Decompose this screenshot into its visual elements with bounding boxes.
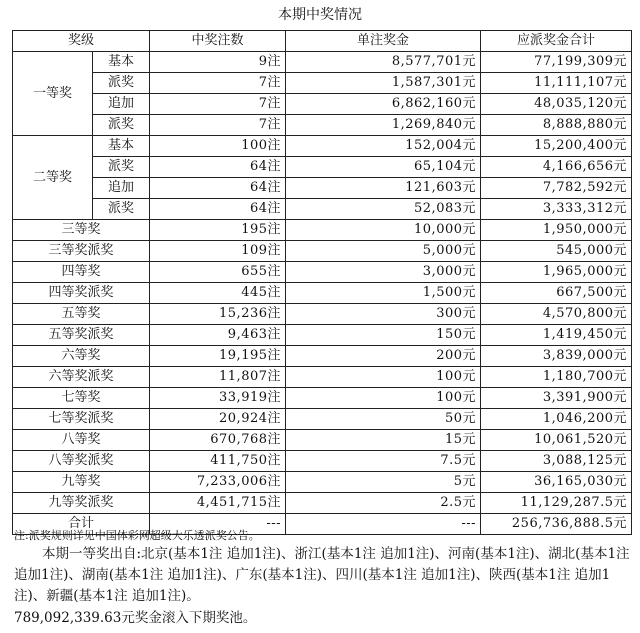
level-cell: 八等奖 bbox=[13, 430, 150, 451]
sub-level-cell: 派奖 bbox=[93, 73, 150, 94]
count-cell: 670,768注 bbox=[150, 430, 286, 451]
unit-cell: 5元 bbox=[286, 472, 481, 493]
unit-cell: 1,587,301元 bbox=[286, 73, 481, 94]
unit-cell: 10,000元 bbox=[286, 220, 481, 241]
table-row bbox=[13, 283, 632, 304]
level-cell: 六等奖 bbox=[13, 346, 150, 367]
unit-cell: 8,577,701元 bbox=[286, 52, 481, 73]
sub-level-cell: 基本 bbox=[93, 136, 150, 157]
total-cell: 4,166,656元 bbox=[481, 157, 632, 178]
unit-cell: 3,000元 bbox=[286, 262, 481, 283]
total-cell: 3,839,000元 bbox=[481, 346, 632, 367]
total-cell: 1,965,000元 bbox=[481, 262, 632, 283]
count-cell: 195注 bbox=[150, 220, 286, 241]
table-row bbox=[13, 493, 632, 514]
level-cell: 三等奖 bbox=[13, 220, 150, 241]
table-row bbox=[13, 178, 632, 199]
total-cell: 4,570,800元 bbox=[481, 304, 632, 325]
level-cell: 九等奖派奖 bbox=[13, 493, 150, 514]
table-row bbox=[13, 451, 632, 472]
sub-level-cell: 追加 bbox=[93, 178, 150, 199]
total-cell: 3,391,900元 bbox=[481, 388, 632, 409]
total-cell: 11,129,287.5元 bbox=[481, 493, 632, 514]
prize-table bbox=[12, 30, 632, 535]
header-total: 应派奖金合计 bbox=[481, 31, 632, 52]
header-count: 中奖注数 bbox=[150, 31, 286, 52]
total-cell: 1,419,450元 bbox=[481, 325, 632, 346]
sub-level-cell: 派奖 bbox=[93, 157, 150, 178]
level-cell: 八等奖派奖 bbox=[13, 451, 150, 472]
unit-cell: 150元 bbox=[286, 325, 481, 346]
count-cell: 655注 bbox=[150, 262, 286, 283]
count-cell: 19,195注 bbox=[150, 346, 286, 367]
count-cell: 411,750注 bbox=[150, 451, 286, 472]
count-cell: 4,451,715注 bbox=[150, 493, 286, 514]
footnote: 注:派奖规则详见中国体彩网超级大乐透派奖公告。 bbox=[14, 529, 260, 542]
grand-total-cell: 256,736,888.5元 bbox=[481, 514, 632, 535]
count-cell: 109注 bbox=[150, 241, 286, 262]
count-cell: 64注 bbox=[150, 199, 286, 220]
unit-cell: 121,603元 bbox=[286, 178, 481, 199]
table-row bbox=[13, 304, 632, 325]
sub-level-cell: 派奖 bbox=[93, 199, 150, 220]
table-row bbox=[13, 94, 632, 115]
count-cell: 7,233,006注 bbox=[150, 472, 286, 493]
total-cell: 1,180,700元 bbox=[481, 367, 632, 388]
total-cell: 11,111,107元 bbox=[481, 73, 632, 94]
level-cell: 四等奖派奖 bbox=[13, 283, 150, 304]
header-unit: 单注奖金 bbox=[286, 31, 481, 52]
table-row bbox=[13, 241, 632, 262]
table-row bbox=[13, 157, 632, 178]
sub-level-cell: 派奖 bbox=[93, 115, 150, 136]
winner-locations-paragraph: 本期一等奖出自:北京(基本1注 追加1注)、浙江(基本1注 追加1注)、河南(基本1注)、湖北(基本1注 追加1注)、湖南(基本1注 追加1注)、广东(基本1注)、四川(基本1注 追加1注)、陕西(基本1注 追加1注)、新疆(基本1注 追加1注)。 bbox=[14, 546, 630, 604]
unit-cell: 2.5元 bbox=[286, 493, 481, 514]
level-cell: 七等奖派奖 bbox=[13, 409, 150, 430]
group-level-cell: 一等奖 bbox=[13, 52, 93, 136]
unit-cell: 100元 bbox=[286, 388, 481, 409]
table-row bbox=[13, 472, 632, 493]
unit-cell: 52,083元 bbox=[286, 199, 481, 220]
total-cell: 8,888,880元 bbox=[481, 115, 632, 136]
table-row bbox=[13, 115, 632, 136]
total-cell: 10,061,520元 bbox=[481, 430, 632, 451]
table-row bbox=[13, 388, 632, 409]
count-cell: 100注 bbox=[150, 136, 286, 157]
level-cell: 七等奖 bbox=[13, 388, 150, 409]
total-cell: 545,000元 bbox=[481, 241, 632, 262]
unit-cell: 5,000元 bbox=[286, 241, 481, 262]
header-level: 奖级 bbox=[13, 31, 150, 52]
total-cell: 1,950,000元 bbox=[481, 220, 632, 241]
count-cell: 9,463注 bbox=[150, 325, 286, 346]
level-cell: 合计 bbox=[13, 514, 150, 535]
group-level-cell: 二等奖 bbox=[13, 136, 93, 220]
unit-cell: --- bbox=[286, 514, 481, 535]
count-cell: 9注 bbox=[150, 52, 286, 73]
count-cell: --- bbox=[150, 514, 286, 535]
unit-cell: 1,269,840元 bbox=[286, 115, 481, 136]
count-cell: 7注 bbox=[150, 94, 286, 115]
table-row bbox=[13, 430, 632, 451]
table-row bbox=[13, 346, 632, 367]
level-cell: 五等奖派奖 bbox=[13, 325, 150, 346]
count-cell: 64注 bbox=[150, 178, 286, 199]
count-cell: 7注 bbox=[150, 115, 286, 136]
count-cell: 11,807注 bbox=[150, 367, 286, 388]
sub-level-cell: 基本 bbox=[93, 52, 150, 73]
unit-cell: 15元 bbox=[286, 430, 481, 451]
table-row bbox=[13, 325, 632, 346]
unit-cell: 300元 bbox=[286, 304, 481, 325]
count-cell: 445注 bbox=[150, 283, 286, 304]
unit-cell: 65,104元 bbox=[286, 157, 481, 178]
unit-cell: 152,004元 bbox=[286, 136, 481, 157]
total-cell: 3,333,312元 bbox=[481, 199, 632, 220]
unit-cell: 50元 bbox=[286, 409, 481, 430]
total-cell: 48,035,120元 bbox=[481, 94, 632, 115]
level-cell: 五等奖 bbox=[13, 304, 150, 325]
table-row bbox=[13, 136, 632, 157]
total-cell: 77,199,309元 bbox=[481, 52, 632, 73]
count-cell: 15,236注 bbox=[150, 304, 286, 325]
jackpot-rollover-text: 789,092,339.63元奖金滚入下期奖池。 bbox=[14, 610, 257, 626]
total-cell: 667,500元 bbox=[481, 283, 632, 304]
count-cell: 33,919注 bbox=[150, 388, 286, 409]
table-row bbox=[13, 262, 632, 283]
level-cell: 九等奖 bbox=[13, 472, 150, 493]
count-cell: 20,924注 bbox=[150, 409, 286, 430]
table-row bbox=[13, 52, 632, 73]
table-row bbox=[13, 73, 632, 94]
level-cell: 四等奖 bbox=[13, 262, 150, 283]
total-cell: 36,165,030元 bbox=[481, 472, 632, 493]
level-cell: 六等奖派奖 bbox=[13, 367, 150, 388]
table-header-row bbox=[13, 31, 632, 52]
table-row bbox=[13, 220, 632, 241]
table-row bbox=[13, 409, 632, 430]
total-cell: 7,782,592元 bbox=[481, 178, 632, 199]
unit-cell: 1,500元 bbox=[286, 283, 481, 304]
table-row bbox=[13, 199, 632, 220]
total-cell: 3,088,125元 bbox=[481, 451, 632, 472]
page-title: 本期中奖情况 bbox=[278, 7, 362, 23]
table-row bbox=[13, 367, 632, 388]
total-cell: 15,200,400元 bbox=[481, 136, 632, 157]
unit-cell: 7.5元 bbox=[286, 451, 481, 472]
unit-cell: 200元 bbox=[286, 346, 481, 367]
unit-cell: 100元 bbox=[286, 367, 481, 388]
unit-cell: 6,862,160元 bbox=[286, 94, 481, 115]
level-cell: 三等奖派奖 bbox=[13, 241, 150, 262]
count-cell: 7注 bbox=[150, 73, 286, 94]
count-cell: 64注 bbox=[150, 157, 286, 178]
sub-level-cell: 追加 bbox=[93, 94, 150, 115]
total-cell: 1,046,200元 bbox=[481, 409, 632, 430]
